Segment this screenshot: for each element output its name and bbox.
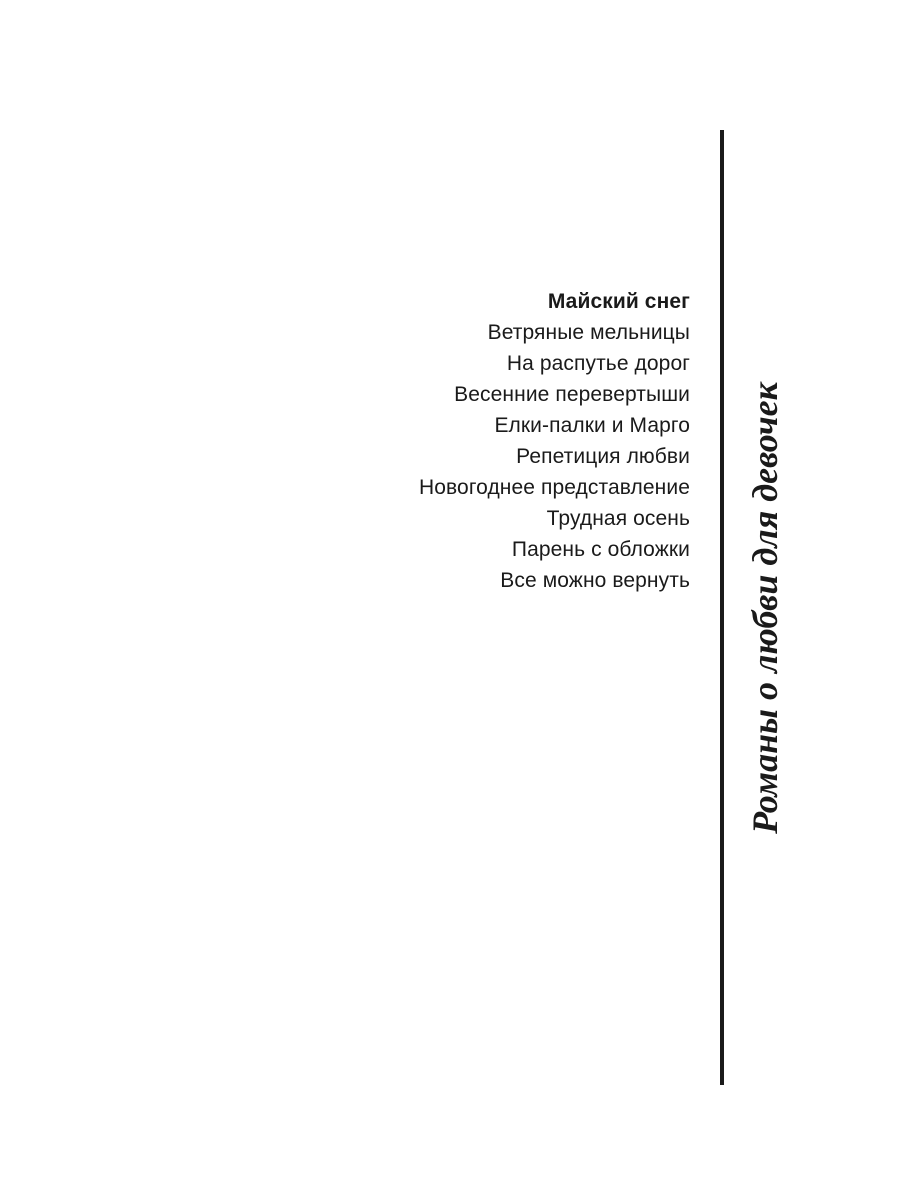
- series-title: Романы о любви для девочек: [745, 382, 785, 834]
- book-title: Ветряные мельницы: [487, 321, 690, 344]
- series-title-container: [740, 383, 790, 833]
- book-title: Все можно вернуть: [500, 569, 690, 592]
- book-title: Елки-палки и Марго: [494, 414, 690, 437]
- book-title: Весенние перевертыши: [454, 383, 690, 406]
- book-title: Новогоднее представление: [418, 476, 690, 499]
- book-title: Трудная осень: [546, 507, 690, 530]
- book-title-current: Майский снег: [547, 290, 690, 313]
- book-title: Парень с обложки: [511, 538, 690, 561]
- series-book-list: [419, 286, 690, 596]
- vertical-divider: [720, 130, 724, 1085]
- book-title: На распутье дорог: [506, 352, 690, 375]
- book-title: Репетиция любви: [516, 445, 690, 468]
